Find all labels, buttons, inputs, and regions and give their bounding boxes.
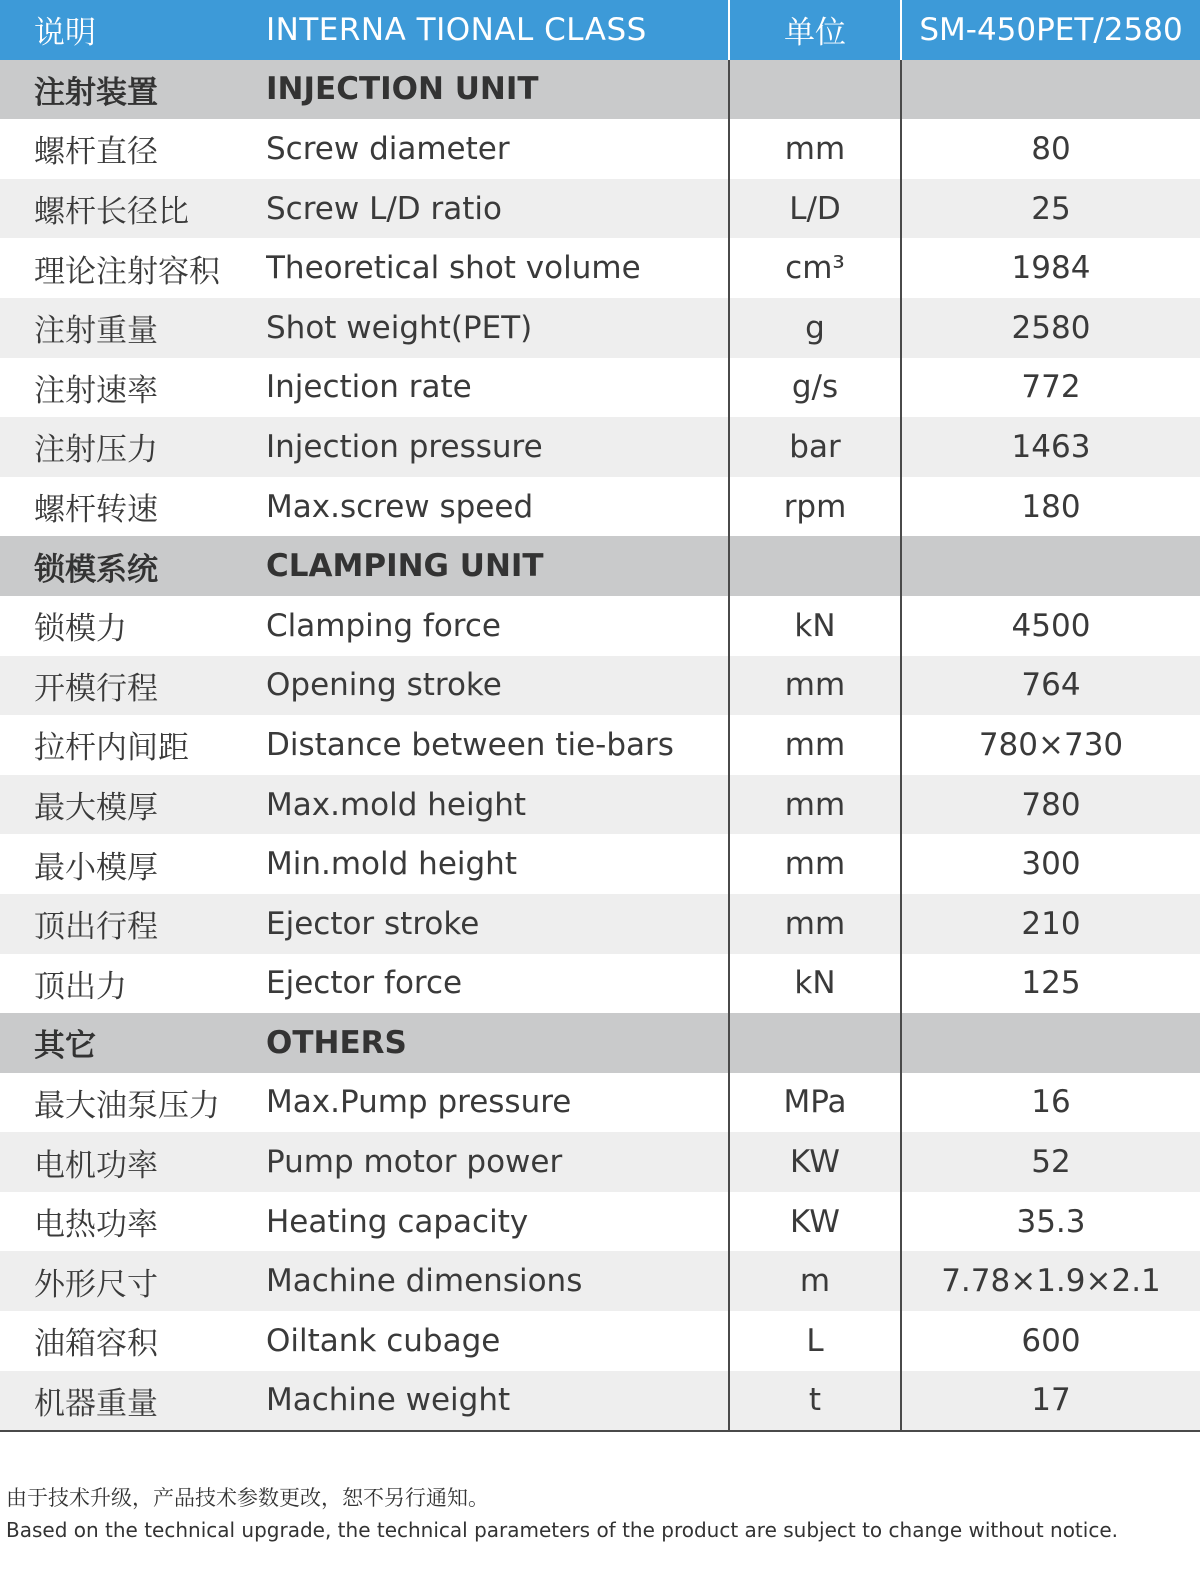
cell-label-cn: 注射重量	[0, 298, 266, 358]
cell-unit: mm	[729, 715, 901, 775]
cell-label-cn: 理论注射容积	[0, 238, 266, 298]
table-row	[0, 119, 1200, 179]
table-row	[0, 1371, 1200, 1432]
cell-label-en: Injection rate	[266, 358, 729, 418]
cell-value: 1463	[901, 417, 1200, 477]
cell-value: 16	[901, 1073, 1200, 1133]
cell-label-en: Theoretical shot volume	[266, 238, 729, 298]
cell-label-cn: 电机功率	[0, 1132, 266, 1192]
cell-unit: L	[729, 1311, 901, 1371]
cell-value: 600	[901, 1311, 1200, 1371]
cell-unit	[729, 536, 901, 596]
cell-value: 125	[901, 954, 1200, 1014]
cell-unit: t	[729, 1371, 901, 1432]
table-row	[0, 775, 1200, 835]
cell-value: 780	[901, 775, 1200, 835]
cell-label-cn: 顶出力	[0, 954, 266, 1014]
table-row	[0, 1251, 1200, 1311]
cell-unit: g/s	[729, 358, 901, 418]
cell-label-en: Shot weight(PET)	[266, 298, 729, 358]
cell-label-cn: 最大油泵压力	[0, 1073, 266, 1133]
footer-note-cn: 由于技术升级，产品技术参数更改，恕不另行通知。	[6, 1486, 489, 1510]
table-row	[0, 417, 1200, 477]
cell-label-en: Screw diameter	[266, 119, 729, 179]
table-row	[0, 179, 1200, 239]
section-row	[0, 1013, 1200, 1073]
cell-label-en: Heating capacity	[266, 1192, 729, 1252]
cell-value: 4500	[901, 596, 1200, 656]
cell-value: 180	[901, 477, 1200, 537]
header-unit: 单位	[729, 0, 901, 60]
cell-unit	[729, 60, 901, 120]
cell-unit: cm³	[729, 238, 901, 298]
cell-label-cn: 最大模厚	[0, 775, 266, 835]
cell-label-en: Max.Pump pressure	[266, 1073, 729, 1133]
cell-value: 52	[901, 1132, 1200, 1192]
cell-unit: kN	[729, 954, 901, 1014]
cell-unit: mm	[729, 775, 901, 835]
cell-label-en: OTHERS	[266, 1013, 729, 1073]
table-row	[0, 834, 1200, 894]
cell-label-cn: 油箱容积	[0, 1311, 266, 1371]
cell-label-en: INJECTION UNIT	[266, 60, 729, 120]
cell-label-cn: 注射速率	[0, 358, 266, 418]
cell-label-en: Max.screw speed	[266, 477, 729, 537]
cell-value: 772	[901, 358, 1200, 418]
cell-label-en: Ejector stroke	[266, 894, 729, 954]
cell-label-en: Clamping force	[266, 596, 729, 656]
cell-unit: g	[729, 298, 901, 358]
cell-label-cn: 顶出行程	[0, 894, 266, 954]
table-row	[0, 656, 1200, 716]
cell-value: 1984	[901, 238, 1200, 298]
cell-label-cn: 开模行程	[0, 656, 266, 716]
cell-unit: L/D	[729, 179, 901, 239]
cell-label-cn: 锁模力	[0, 596, 266, 656]
cell-unit: MPa	[729, 1073, 901, 1133]
cell-label-en: Screw L/D ratio	[266, 179, 729, 239]
table-row	[0, 238, 1200, 298]
cell-unit: rpm	[729, 477, 901, 537]
table-row	[0, 1192, 1200, 1252]
cell-unit: mm	[729, 119, 901, 179]
table-row	[0, 894, 1200, 954]
cell-value: 764	[901, 656, 1200, 716]
cell-unit	[729, 1013, 901, 1073]
table-row	[0, 1073, 1200, 1133]
table-row	[0, 477, 1200, 537]
cell-label-en: Machine dimensions	[266, 1251, 729, 1311]
cell-unit: mm	[729, 894, 901, 954]
cell-unit: mm	[729, 656, 901, 716]
cell-label-cn: 最小模厚	[0, 834, 266, 894]
cell-label-en: Opening stroke	[266, 656, 729, 716]
cell-label-en: Machine weight	[266, 1371, 729, 1432]
cell-label-en: Min.mold height	[266, 834, 729, 894]
cell-value: 7.78×1.9×2.1	[901, 1251, 1200, 1311]
table-row	[0, 954, 1200, 1014]
cell-label-cn: 其它	[0, 1013, 266, 1073]
cell-label-en: CLAMPING UNIT	[266, 536, 729, 596]
cell-label-en: Injection pressure	[266, 417, 729, 477]
cell-value: 25	[901, 179, 1200, 239]
cell-label-cn: 外形尺寸	[0, 1251, 266, 1311]
cell-unit: bar	[729, 417, 901, 477]
table-row	[0, 298, 1200, 358]
table-header	[0, 0, 1200, 60]
cell-label-cn: 锁模系统	[0, 536, 266, 596]
header-row	[0, 0, 1200, 60]
cell-unit: mm	[729, 834, 901, 894]
cell-label-cn: 螺杆长径比	[0, 179, 266, 239]
cell-value: 300	[901, 834, 1200, 894]
cell-label-en: Max.mold height	[266, 775, 729, 835]
table-body	[0, 60, 1200, 1432]
table-row	[0, 1311, 1200, 1371]
footer-note-en: Based on the technical upgrade, the technical parameters of the product are subject to change without notice.	[6, 1518, 1118, 1542]
cell-unit: KW	[729, 1192, 901, 1252]
cell-label-cn: 螺杆直径	[0, 119, 266, 179]
header-description-cn: 说明	[0, 0, 266, 60]
cell-value: 210	[901, 894, 1200, 954]
section-row	[0, 536, 1200, 596]
cell-label-en: Pump motor power	[266, 1132, 729, 1192]
cell-unit: kN	[729, 596, 901, 656]
cell-value	[901, 60, 1200, 120]
header-international-class: INTERNA TIONAL CLASS	[266, 0, 729, 60]
table-row	[0, 1132, 1200, 1192]
table-row	[0, 715, 1200, 775]
header-model: SM-450PET/2580	[901, 0, 1200, 60]
cell-value: 780×730	[901, 715, 1200, 775]
cell-value: 2580	[901, 298, 1200, 358]
cell-label-cn: 螺杆转速	[0, 477, 266, 537]
cell-label-cn: 注射装置	[0, 60, 266, 120]
cell-unit: m	[729, 1251, 901, 1311]
cell-value	[901, 536, 1200, 596]
cell-value: 80	[901, 119, 1200, 179]
cell-label-en: Distance between tie-bars	[266, 715, 729, 775]
cell-label-en: Oiltank cubage	[266, 1311, 729, 1371]
section-row	[0, 60, 1200, 120]
cell-label-cn: 机器重量	[0, 1371, 266, 1432]
cell-value: 17	[901, 1371, 1200, 1432]
cell-value: 35.3	[901, 1192, 1200, 1252]
cell-unit: KW	[729, 1132, 901, 1192]
table-row	[0, 358, 1200, 418]
cell-label-cn: 电热功率	[0, 1192, 266, 1252]
cell-value	[901, 1013, 1200, 1073]
table-row	[0, 596, 1200, 656]
cell-label-cn: 注射压力	[0, 417, 266, 477]
cell-label-en: Ejector force	[266, 954, 729, 1014]
cell-label-cn: 拉杆内间距	[0, 715, 266, 775]
